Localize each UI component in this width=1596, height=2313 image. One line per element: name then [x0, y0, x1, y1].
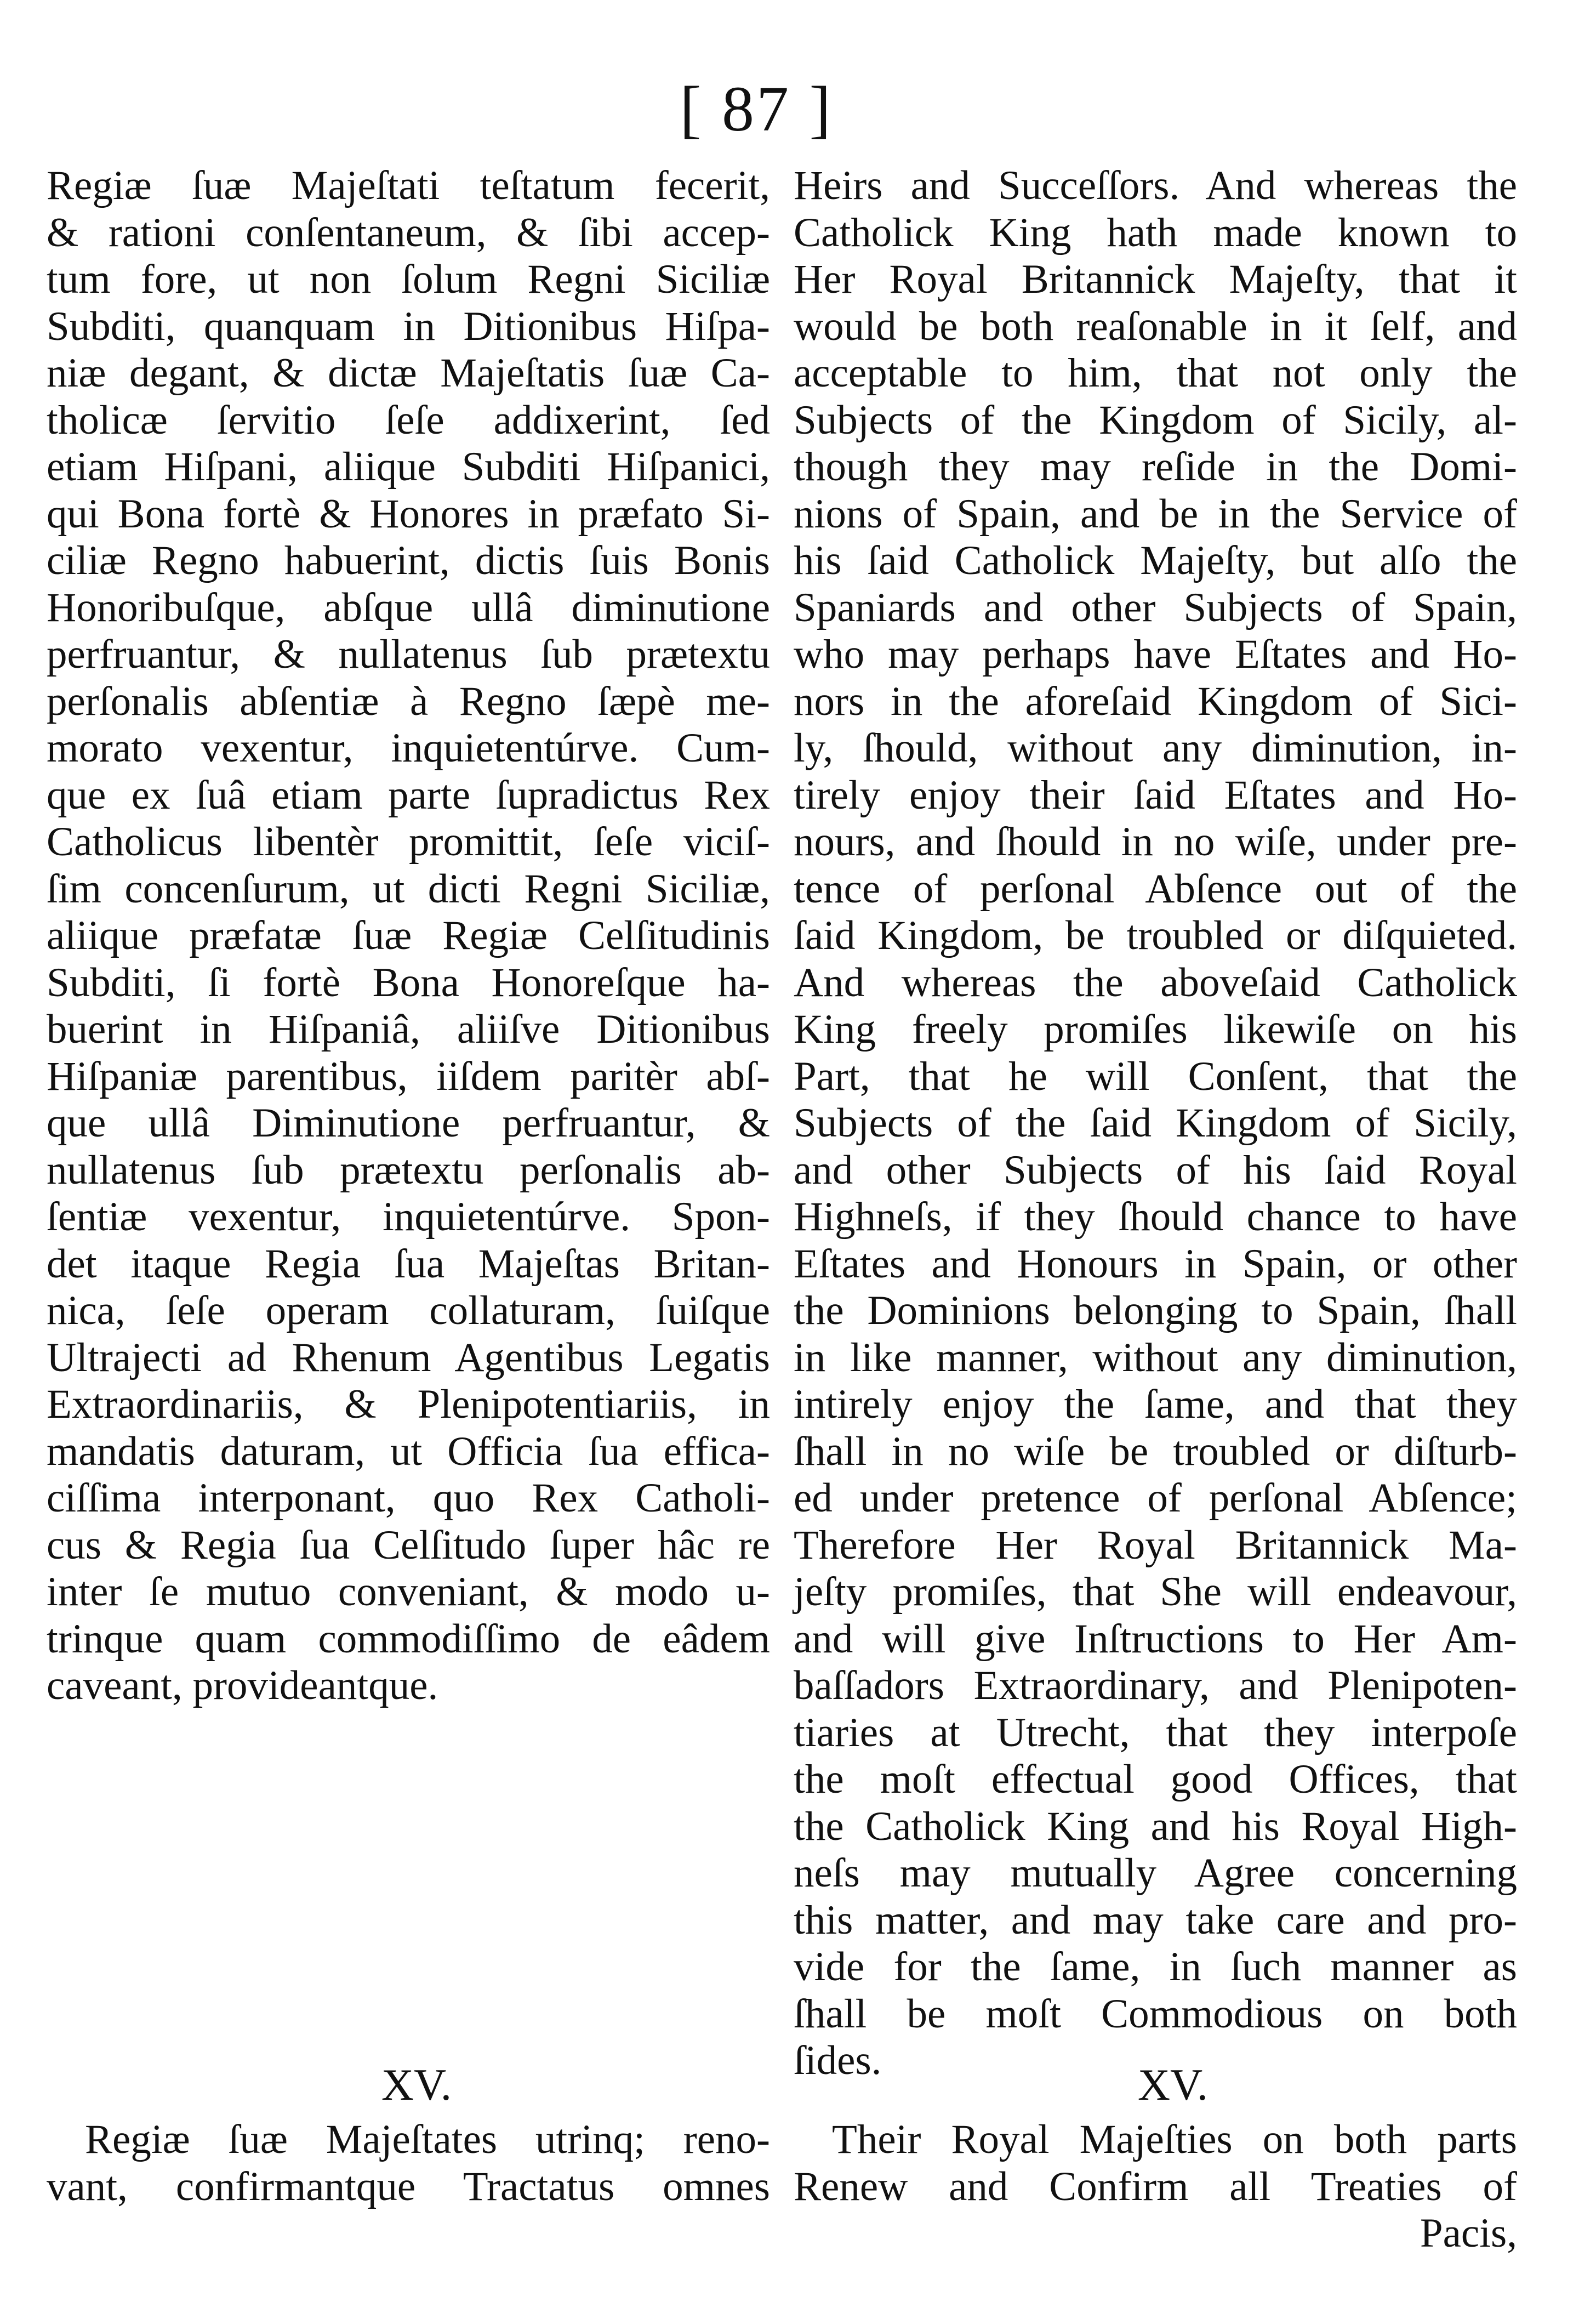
text-line: intirely enjoy the ſame, and that they — [794, 1382, 1517, 1427]
text-line: Part, that he will Conſent, that the — [794, 1053, 1517, 1099]
text-line: caveant, provideantque. — [47, 1663, 438, 1708]
text-line: cus & Regia ſua Celſitudo ſuper hâc re — [47, 1522, 770, 1568]
english-section-text — [794, 2116, 1517, 2257]
section-heading-english: XV. — [1137, 2060, 1209, 2110]
section-heading-latin: XV. — [381, 2060, 452, 2110]
page-number: [ 87 ] — [680, 73, 833, 145]
text-line: ſentiæ vexentur, inquietentúrve. Spon- — [47, 1194, 770, 1240]
text-line: acceptable to him, that not only the — [794, 350, 1517, 396]
text-line: his ſaid Catholick Majeſty, but alſo the — [794, 538, 1517, 583]
text-line: tum fore, ut non ſolum Regni Siciliæ — [47, 257, 770, 302]
text-line: perſonalis abſentiæ à Regno ſæpè me- — [47, 678, 770, 724]
text-line: nours, and ſhould in no wiſe, under pre- — [794, 819, 1517, 865]
text-line: the Catholick King and his Royal High- — [794, 1803, 1517, 1849]
text-line: perfruantur, & nullatenus ſub prætextu — [47, 632, 770, 677]
text-line: Subjects of the Kingdom of Sicily, al- — [794, 397, 1517, 443]
text-line: Hiſpaniæ parentibus, iiſdem paritèr abſ- — [47, 1053, 770, 1099]
text-line: ſim concenſurum, ut dicti Regni Siciliæ, — [47, 866, 770, 912]
text-line: aliique præfatæ ſuæ Regiæ Celſitudinis — [47, 913, 770, 958]
text-line: Highneſs, if they ſhould chance to have — [794, 1194, 1517, 1240]
text-line: Regiæ ſuæ Majeſtates utrinq; reno- — [85, 2117, 770, 2162]
text-line: mandatis daturam, ut Officia ſua effica- — [47, 1428, 770, 1474]
text-line: Her Royal Britannick Majeſty, that it — [794, 257, 1517, 302]
text-line: King freely promiſes likewiſe on his — [794, 1007, 1517, 1052]
text-line: Heirs and Succeſſors. And whereas the — [794, 163, 1517, 208]
latin-text-column — [47, 162, 770, 1709]
text-line: Catholick King hath made known to — [794, 209, 1517, 255]
text-line: tholicæ ſervitio ſeſe addixerint, ſed — [47, 397, 770, 443]
text-line: Eſtates and Honours in Spain, or other — [794, 1241, 1517, 1287]
text-line: who may perhaps have Eſtates and Ho- — [794, 632, 1517, 677]
text-line: the Dominions belonging to Spain, ſhall — [794, 1288, 1517, 1333]
text-line: niæ degant, & dictæ Majeſtatis ſuæ Ca- — [47, 350, 770, 396]
english-text-column — [794, 162, 1517, 2084]
text-line: Spaniards and other Subjects of Spain, — [794, 584, 1517, 630]
text-line: Their Royal Majeſties on both parts — [832, 2117, 1517, 2162]
text-line: And whereas the aboveſaid Catholick — [794, 959, 1517, 1005]
text-line: would be both reaſonable in it ſelf, and — [794, 303, 1517, 349]
text-line: though they may reſide in the Domi- — [794, 444, 1517, 490]
text-line: nions of Spain, and be in the Service of — [794, 491, 1517, 537]
text-line: baſſadors Extraordinary, and Plenipoten- — [794, 1663, 1517, 1708]
text-line: que ullâ Diminutione perfruantur, & — [47, 1100, 770, 1146]
text-line: this matter, and may take care and pro- — [794, 1897, 1517, 1943]
text-line: vide for the ſame, in ſuch manner as — [794, 1944, 1517, 1990]
text-line: Honoribuſque, abſque ullâ diminutione — [47, 584, 770, 630]
text-line: ſhall be moſt Commodious on both — [794, 1991, 1517, 2037]
text-line: Ultrajecti ad Rhenum Agentibus Legatis — [47, 1334, 770, 1380]
text-line: etiam Hiſpani, aliique Subditi Hiſpanici, — [47, 444, 770, 490]
text-line: Subditi, ſi fortè Bona Honoreſque ha- — [47, 959, 770, 1005]
text-line: tiaries at Utrecht, that they interpoſe — [794, 1709, 1517, 1755]
text-line: ſaid Kingdom, be troubled or diſquieted. — [794, 913, 1517, 958]
text-line: trinque quam commodiſſimo de eâdem — [47, 1616, 770, 1662]
text-line: in like manner, without any diminution, — [794, 1334, 1517, 1380]
text-line: Subditi, quanquam in Ditionibus Hiſpa- — [47, 303, 770, 349]
text-line: buerint in Hiſpaniâ, aliiſve Ditionibus — [47, 1007, 770, 1052]
text-line: que ex ſuâ etiam parte ſupradictus Rex — [47, 772, 770, 818]
text-line: nica, ſeſe operam collaturam, ſuiſque — [47, 1288, 770, 1333]
text-line: & rationi conſentaneum, & ſibi accep- — [47, 209, 770, 255]
text-line: morato vexentur, inquietentúrve. Cum- — [47, 725, 770, 771]
text-line: neſs may mutually Agree concerning — [794, 1850, 1517, 1896]
text-line: Renew and Confirm all Treaties of — [794, 2163, 1517, 2209]
text-line: nors in the aforeſaid Kingdom of Sici- — [794, 678, 1517, 724]
text-line: and will give Inſtructions to Her Am- — [794, 1616, 1517, 1662]
text-line: ly, ſhould, without any diminution, in- — [794, 725, 1517, 771]
text-line: Extraordinariis, & Plenipotentiariis, in — [47, 1382, 770, 1427]
text-line: inter ſe mutuo conveniant, & modo u- — [47, 1569, 770, 1615]
text-line: ciſſima interponant, quo Rex Catholi- — [47, 1475, 770, 1521]
text-line: ſhall in no wiſe be troubled or diſturb- — [794, 1428, 1517, 1474]
text-line: Catholicus libentèr promittit, ſeſe viciſ- — [47, 819, 770, 865]
text-line: tirely enjoy their ſaid Eſtates and Ho- — [794, 772, 1517, 818]
text-line: vant, confirmantque Tractatus omnes — [47, 2163, 770, 2209]
text-line: Subjects of the ſaid Kingdom of Sicily, — [794, 1100, 1517, 1146]
text-line: the moſt effectual good Offices, that — [794, 1757, 1517, 1802]
text-line: nullatenus ſub prætextu perſonalis ab- — [47, 1147, 770, 1193]
latin-section-text — [47, 2116, 770, 2210]
text-line: Therefore Her Royal Britannick Ma- — [794, 1522, 1517, 1568]
text-line: Regiæ ſuæ Majeſtati teſtatum fecerit, — [47, 163, 770, 208]
text-line: ciliæ Regno habuerint, dictis ſuis Bonis — [47, 538, 770, 583]
text-line: qui Bona fortè & Honores in præfato Si- — [47, 491, 770, 537]
text-line: ed under pretence of perſonal Abſence; — [794, 1475, 1517, 1521]
text-line: and other Subjects of his ſaid Royal — [794, 1147, 1517, 1193]
text-line: tence of perſonal Abſence out of the — [794, 866, 1517, 912]
catchword: Pacis, — [1420, 2210, 1517, 2256]
text-line: ſides. — [794, 2038, 882, 2083]
text-line: jeſty promiſes, that She will endeavour, — [794, 1569, 1517, 1615]
text-line: det itaque Regia ſua Majeſtas Britan- — [47, 1241, 770, 1287]
